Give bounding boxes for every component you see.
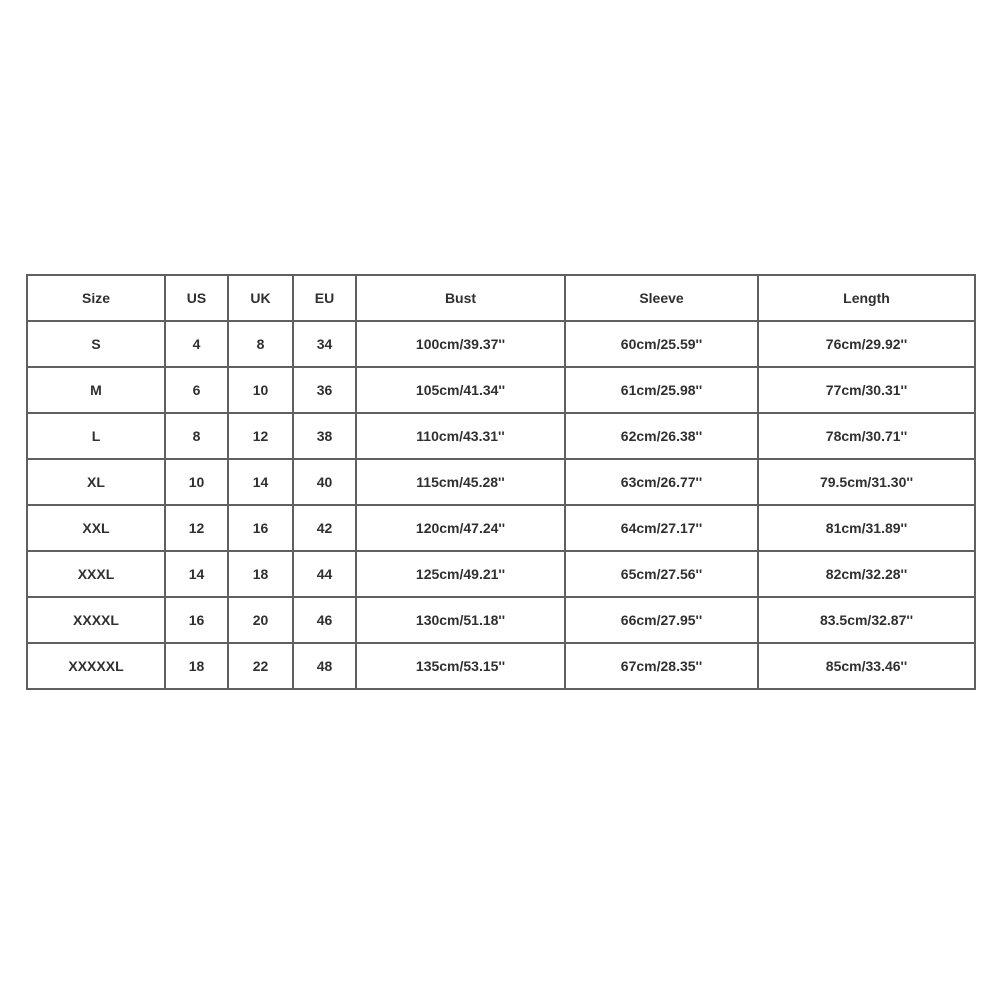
cell-uk: 12 xyxy=(228,413,293,459)
table-row xyxy=(27,367,975,413)
cell-eu: 48 xyxy=(293,643,356,689)
cell-uk: 22 xyxy=(228,643,293,689)
cell-sleeve: 62cm/26.38'' xyxy=(565,413,758,459)
cell-sleeve: 66cm/27.95'' xyxy=(565,597,758,643)
header-uk: UK xyxy=(228,275,293,321)
table-row xyxy=(27,643,975,689)
table-row xyxy=(27,413,975,459)
cell-sleeve: 60cm/25.59'' xyxy=(565,321,758,367)
cell-us: 14 xyxy=(165,551,228,597)
cell-size: XXXXL xyxy=(27,597,165,643)
cell-uk: 16 xyxy=(228,505,293,551)
header-row xyxy=(27,275,975,321)
cell-length: 82cm/32.28'' xyxy=(758,551,975,597)
cell-us: 16 xyxy=(165,597,228,643)
cell-eu: 44 xyxy=(293,551,356,597)
header-bust: Bust xyxy=(356,275,565,321)
cell-length: 83.5cm/32.87'' xyxy=(758,597,975,643)
header-us: US xyxy=(165,275,228,321)
cell-eu: 36 xyxy=(293,367,356,413)
cell-eu: 34 xyxy=(293,321,356,367)
cell-eu: 38 xyxy=(293,413,356,459)
cell-size: XXL xyxy=(27,505,165,551)
cell-bust: 115cm/45.28'' xyxy=(356,459,565,505)
size-chart-table xyxy=(26,274,976,690)
cell-bust: 110cm/43.31'' xyxy=(356,413,565,459)
table-row xyxy=(27,551,975,597)
cell-length: 79.5cm/31.30'' xyxy=(758,459,975,505)
cell-size: XXXL xyxy=(27,551,165,597)
cell-sleeve: 65cm/27.56'' xyxy=(565,551,758,597)
cell-length: 77cm/30.31'' xyxy=(758,367,975,413)
cell-bust: 105cm/41.34'' xyxy=(356,367,565,413)
cell-length: 76cm/29.92'' xyxy=(758,321,975,367)
cell-size: XXXXXL xyxy=(27,643,165,689)
cell-uk: 8 xyxy=(228,321,293,367)
header-sleeve: Sleeve xyxy=(565,275,758,321)
header-eu: EU xyxy=(293,275,356,321)
cell-size: S xyxy=(27,321,165,367)
cell-uk: 10 xyxy=(228,367,293,413)
cell-length: 85cm/33.46'' xyxy=(758,643,975,689)
header-size: Size xyxy=(27,275,165,321)
cell-eu: 42 xyxy=(293,505,356,551)
cell-bust: 125cm/49.21'' xyxy=(356,551,565,597)
cell-us: 10 xyxy=(165,459,228,505)
cell-length: 78cm/30.71'' xyxy=(758,413,975,459)
cell-size: L xyxy=(27,413,165,459)
cell-size: XL xyxy=(27,459,165,505)
cell-sleeve: 67cm/28.35'' xyxy=(565,643,758,689)
cell-bust: 130cm/51.18'' xyxy=(356,597,565,643)
cell-sleeve: 63cm/26.77'' xyxy=(565,459,758,505)
cell-uk: 18 xyxy=(228,551,293,597)
cell-us: 8 xyxy=(165,413,228,459)
cell-bust: 100cm/39.37'' xyxy=(356,321,565,367)
table-row xyxy=(27,459,975,505)
cell-sleeve: 61cm/25.98'' xyxy=(565,367,758,413)
cell-us: 18 xyxy=(165,643,228,689)
header-length: Length xyxy=(758,275,975,321)
cell-us: 6 xyxy=(165,367,228,413)
table-row xyxy=(27,505,975,551)
cell-bust: 135cm/53.15'' xyxy=(356,643,565,689)
cell-sleeve: 64cm/27.17'' xyxy=(565,505,758,551)
cell-bust: 120cm/47.24'' xyxy=(356,505,565,551)
cell-uk: 20 xyxy=(228,597,293,643)
cell-eu: 46 xyxy=(293,597,356,643)
cell-eu: 40 xyxy=(293,459,356,505)
cell-uk: 14 xyxy=(228,459,293,505)
table-row xyxy=(27,597,975,643)
cell-length: 81cm/31.89'' xyxy=(758,505,975,551)
cell-size: M xyxy=(27,367,165,413)
table-row xyxy=(27,321,975,367)
cell-us: 4 xyxy=(165,321,228,367)
cell-us: 12 xyxy=(165,505,228,551)
